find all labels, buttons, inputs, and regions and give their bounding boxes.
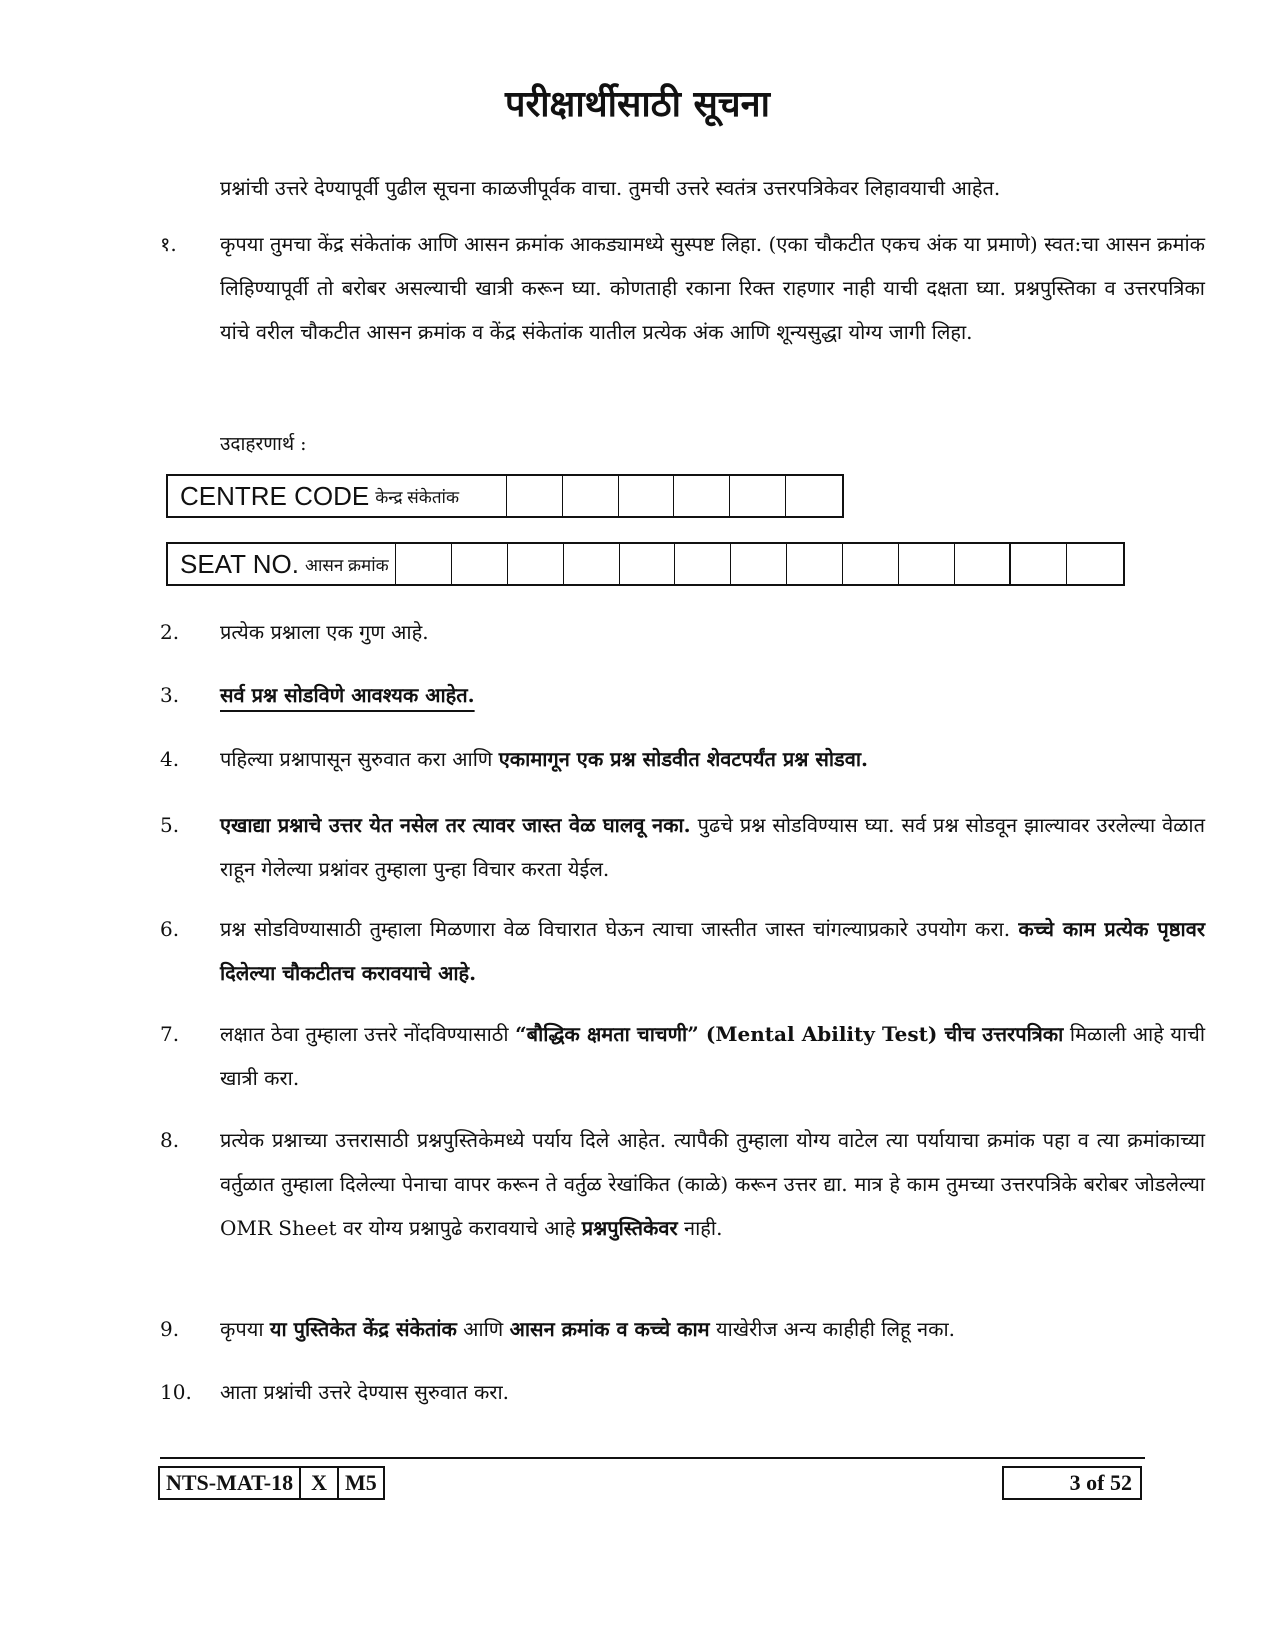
seat-no-label (168, 544, 396, 584)
instruction-number: 9. (160, 1317, 180, 1341)
seat-no-cell[interactable] (620, 544, 676, 584)
instruction-text: प्रश्न सोडविण्यासाठी तुम्हाला मिळणारा वेळ विचारात घेऊन त्याचा जास्तीत जास्त चांगल्याप्रकारे उपयोग करा. (220, 917, 1019, 941)
footer-version: M5 (345, 1470, 377, 1495)
example-label: उदाहरणार्थ : (220, 433, 307, 455)
instruction-number: 2. (160, 620, 180, 644)
instruction-text: कृपया (220, 1317, 270, 1341)
centre-code-cell[interactable] (674, 476, 730, 516)
instruction-text: पुढचे प्रश्न सोडविण्यास घ्या. सर्व प्रश्न सोडवून झाल्यावर उरलेल्या वेळात राहून गेलेल्या प्रश्नांवर तुम्हाला पुन्हा विचार करता येईल. (220, 813, 1206, 881)
seat-no-cell[interactable] (843, 544, 899, 584)
instruction-9 (160, 1307, 1205, 1351)
instruction-text: प्रत्येक प्रश्नाच्या उत्तरासाठी प्रश्नपुस्तिकेमध्ये पर्याय दिले आहेत. त्यापैकी तुम्हाला योग्य वाटेल त्या पर्यायाचा क्रमांक पहा व त्या क्रमांकाच्या वर्तुळात तुम्हाला दिलेल्या पेनाचा वापर करून ते वर्तुळ रेखांकित (काळे) करून उत्तर द्या. मात्र हे काम तुमच्या उत्तरपत्रिके बरोबर जोडलेल्या OMR Sheet वर योग्य प्रश्नापुढे करावयाचे आहे (220, 1128, 1205, 1240)
instruction-text: प्रत्येक प्रश्नाला एक गुण आहे. (220, 620, 429, 644)
seat-no-cell[interactable] (508, 544, 564, 584)
instruction-number: 5. (160, 813, 180, 837)
instruction-text: मिळाली आहे याची खात्री करा. (220, 1022, 1206, 1090)
instruction-10 (160, 1370, 1205, 1414)
centre-code-cell[interactable] (507, 476, 563, 516)
footer-exam-code: NTS-MAT-18 (160, 1468, 301, 1498)
seat-no-label-mr: आसन क्रमांक (304, 555, 389, 575)
instruction-bold-text: एखाद्या प्रश्नाचे उत्तर येत नसेल तर त्यावर जास्त वेळ घालवू नका. (220, 813, 691, 837)
seat-no-label-en: SEAT NO. (180, 548, 299, 579)
instruction-bold-text: कच्चे काम प्रत्येक पृष्ठावर दिलेल्या चौकटीतच करावयाचे आहे. (220, 917, 1206, 985)
instruction-text: सर्व प्रश्न सोडविणे आवश्यक आहेत. (220, 683, 475, 707)
instruction-number: 10. (160, 1380, 192, 1404)
instruction-2 (160, 610, 1205, 654)
instruction-text: लक्षात ठेवा तुम्हाला उत्तरे नोंदविण्यासाठी (220, 1022, 516, 1046)
instruction-6 (160, 907, 1205, 995)
instruction-number: 6. (160, 917, 180, 941)
seat-no-cell[interactable] (452, 544, 508, 584)
centre-code-cell[interactable] (786, 476, 842, 516)
instruction-text: आता प्रश्नांची उत्तरे देण्यास सुरुवात करा. (220, 1380, 510, 1404)
seat-no-box (166, 542, 1125, 586)
centre-code-label-mr: केन्द्र संकेतांक (375, 487, 460, 507)
instruction-1 (160, 222, 1205, 354)
seat-no-cell[interactable] (899, 544, 955, 584)
instruction-text: नाही. (677, 1216, 723, 1240)
centre-code-cell[interactable] (619, 476, 675, 516)
instruction-text: आणि (456, 1317, 510, 1341)
instruction-text: याखेरीज अन्य काहीही लिहू नका. (709, 1317, 956, 1341)
centre-code-cell[interactable] (730, 476, 786, 516)
instruction-8 (160, 1118, 1205, 1250)
instruction-bold-text: आसन क्रमांक व कच्चे काम (509, 1317, 710, 1341)
instruction-5 (160, 803, 1205, 891)
footer-code-box (158, 1466, 385, 1500)
instruction-number: 3. (160, 683, 180, 707)
seat-no-cell[interactable] (731, 544, 787, 584)
seat-no-cell[interactable] (564, 544, 620, 584)
instruction-7 (160, 1012, 1205, 1100)
instruction-number: 7. (160, 1022, 180, 1046)
seat-no-cell[interactable] (1067, 544, 1123, 584)
seat-no-cell[interactable] (1011, 544, 1067, 584)
seat-no-cell[interactable] (396, 544, 452, 584)
seat-no-cell[interactable] (675, 544, 731, 584)
instruction-text: कृपया तुमचा केंद्र संकेतांक आणि आसन क्रमांक आकड्यामध्ये सुस्पष्ट लिहा. (एका चौकटीत एकच अंक या प्रमाणे) स्वत:चा आसन क्रमांक लिहिण्यापूर्वी तो बरोबर असल्याची खात्री करून घ्या. कोणताही रकाना रिक्त राहणार नाही याची दक्षता घ्या. प्रश्नपुस्तिका व उत्तरपत्रिका यांचे वरील चौकटीत आसन क्रमांक व केंद्र संकेतांक यातील प्रत्येक अंक आणि शून्यसुद्धा योग्य जागी लिहा. (220, 232, 1205, 344)
instruction-number: 4. (160, 747, 180, 771)
instruction-4 (160, 737, 1205, 781)
centre-code-label-en: CENTRE CODE (180, 480, 370, 511)
centre-code-label (168, 476, 507, 516)
instruction-text: पहिल्या प्रश्नापासून सुरुवात करा आणि (220, 747, 499, 771)
seat-no-cell[interactable] (787, 544, 843, 584)
footer-page-number: 3 of 52 (1069, 1470, 1132, 1495)
instruction-bold-text: एकामागून एक प्रश्न सोडवीत शेवटपर्यंत प्रश्न सोडवा. (498, 747, 868, 771)
instruction-3 (160, 673, 1205, 717)
instruction-number: 8. (160, 1128, 180, 1152)
footer-divider (160, 1457, 1145, 1459)
instruction-bold-text: “बौद्धिक क्षमता चाचणी” (Mental Ability Test) चीच उत्तरपत्रिका (515, 1022, 1064, 1046)
instruction-bold-text: प्रश्नपुस्तिकेवर (581, 1216, 678, 1240)
page-title: परीक्षार्थीसाठी सूचना (505, 83, 770, 125)
footer-standard: X (301, 1468, 339, 1498)
instruction-bold-text: या पुस्तिकेत केंद्र संकेतांक (269, 1317, 457, 1341)
centre-code-cell[interactable] (563, 476, 619, 516)
seat-no-cell[interactable] (955, 544, 1011, 584)
intro-paragraph: प्रश्नांची उत्तरे देण्यापूर्वी पुढील सूचना काळजीपूर्वक वाचा. तुमची उत्तरे स्वतंत्र उत्तरपत्रिकेवर लिहावयाची आहेत. (220, 176, 1001, 200)
centre-code-box (166, 474, 844, 518)
footer-page-box (1002, 1466, 1142, 1500)
instruction-number: १. (160, 232, 177, 256)
